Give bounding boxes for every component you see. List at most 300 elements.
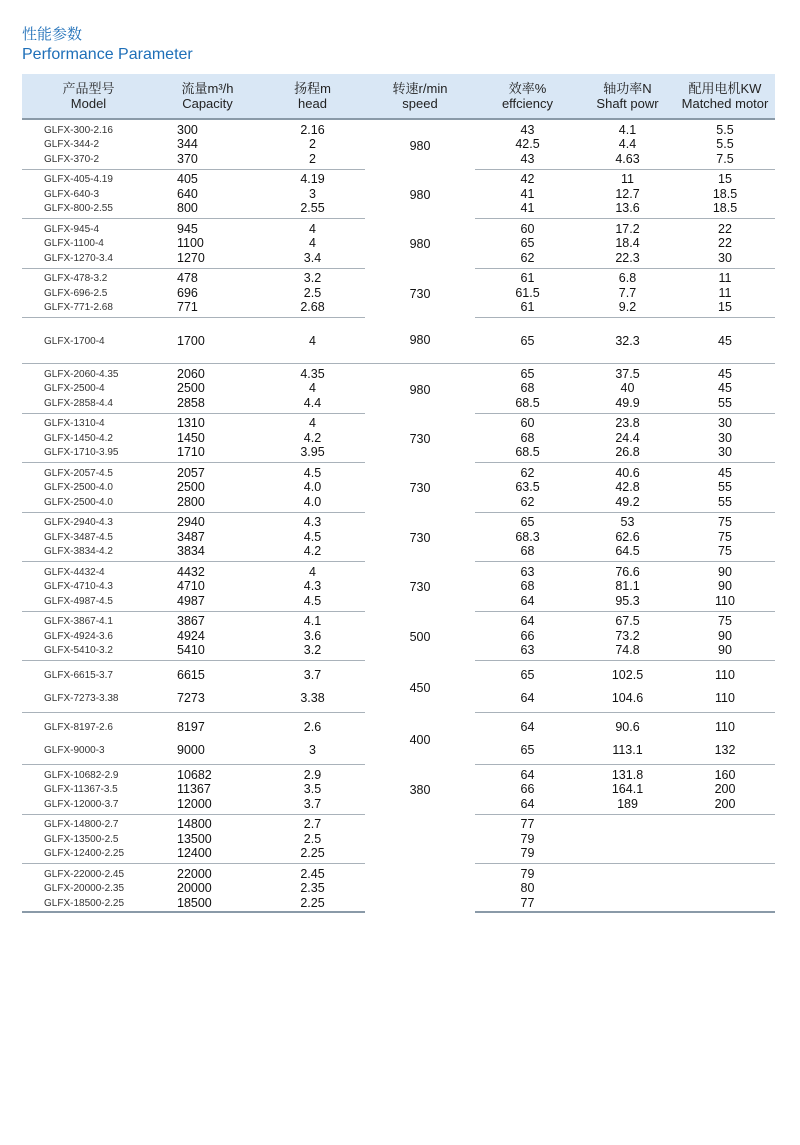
matched-motor-cell: 110: [715, 720, 735, 734]
header-cn: 扬程m: [294, 81, 331, 96]
head-cell: 2.68: [260, 301, 365, 318]
shaft-power-cell: 24.4: [615, 430, 640, 445]
header-cn: 流量m³/h: [181, 81, 234, 96]
model-cell: GLFX-12400-2.25: [22, 847, 155, 864]
header-en: Model: [70, 96, 107, 111]
shaft-power-cell: 62.6: [615, 529, 640, 544]
capacity-cell: 4432: [177, 564, 205, 579]
efficiency-cell: 68.3: [515, 529, 540, 544]
model-cell: GLFX-2500-4.0: [44, 482, 113, 494]
head-cell: 4: [309, 564, 316, 579]
speed-cell: 730: [409, 580, 431, 595]
efficiency-cell: 65: [475, 739, 580, 765]
title-english: Performance Parameter: [22, 46, 193, 63]
efficiency-cell: 79: [520, 866, 535, 881]
shaft-power-cell: 32.3: [580, 318, 675, 364]
header-cn: 转速r/min: [392, 81, 448, 96]
capacity-cell: 13500: [177, 831, 212, 846]
model-cell: GLFX-1450-4.2: [44, 432, 113, 444]
capacity-cell: 300: [177, 122, 198, 137]
head-cell: 2: [260, 152, 365, 169]
efficiency-cell: 61: [520, 271, 535, 286]
matched-motor-cell: 132: [675, 739, 775, 765]
capacity-cell: 20000: [177, 881, 212, 896]
model-cell: GLFX-2057-4.5: [44, 467, 113, 479]
shaft-power-cell: 4.1: [618, 122, 637, 137]
model-cell: GLFX-1270-3.4: [22, 251, 155, 268]
capacity-cell: 8197: [177, 720, 205, 734]
speed-cell: 730: [409, 481, 431, 496]
model-cell: GLFX-2858-4.4: [22, 396, 155, 413]
capacity-cell: 3867: [177, 614, 205, 629]
header-head: [260, 74, 365, 119]
shaft-power-cell: 40.6: [615, 465, 640, 480]
table-row: [22, 864, 775, 882]
matched-motor-cell: 75: [675, 545, 775, 562]
capacity-cell: 1270: [155, 251, 260, 268]
header-matched-motor: [675, 74, 775, 119]
model-cell: GLFX-640-3: [44, 188, 100, 200]
table-row: [22, 611, 775, 629]
efficiency-cell: 65: [520, 366, 535, 381]
head-cell: 4: [309, 381, 316, 396]
efficiency-cell: 62: [475, 495, 580, 512]
efficiency-cell: 68: [520, 430, 535, 445]
matched-motor-cell: [675, 832, 775, 847]
efficiency-cell: 61.5: [515, 285, 540, 300]
shaft-power-cell: 40: [620, 381, 635, 396]
head-cell: 3.2: [260, 644, 365, 661]
model-cell: GLFX-5410-3.2: [22, 644, 155, 661]
matched-motor-cell: 90: [718, 564, 732, 579]
efficiency-cell: 60: [520, 416, 535, 431]
header-en: Capacity: [182, 96, 233, 111]
capacity-cell: 7273: [155, 687, 260, 713]
capacity-cell: 14800: [177, 817, 212, 832]
matched-motor-cell: 200: [675, 797, 775, 814]
header-speed: [365, 74, 475, 119]
efficiency-cell: 60: [520, 221, 535, 236]
head-cell: 2.7: [303, 817, 322, 832]
shaft-power-cell: [580, 896, 675, 912]
table-row: [22, 512, 775, 530]
head-cell: 2.5: [303, 285, 322, 300]
matched-motor-cell: 75: [718, 529, 732, 544]
efficiency-cell: 68: [520, 579, 535, 594]
header-efficiency: [475, 74, 580, 119]
head-cell: 3.5: [303, 782, 322, 797]
model-cell: GLFX-3867-4.1: [44, 616, 113, 628]
efficiency-cell: 63: [475, 644, 580, 661]
speed-cell: 450: [409, 680, 431, 695]
efficiency-cell: 66: [520, 628, 535, 643]
header-row: [22, 74, 775, 119]
efficiency-cell: 65: [520, 236, 535, 251]
model-cell: GLFX-300-2.16: [44, 124, 113, 136]
model-cell: GLFX-2940-4.3: [44, 517, 113, 529]
head-cell: 2.45: [300, 866, 325, 881]
table-row: [22, 364, 775, 382]
shaft-power-cell: 13.6: [580, 202, 675, 219]
matched-motor-cell: 30: [718, 416, 732, 431]
matched-motor-cell: 75: [718, 614, 732, 629]
model-cell: GLFX-18500-2.25: [22, 896, 155, 912]
efficiency-cell: 43: [520, 122, 535, 137]
matched-motor-cell: 45: [718, 366, 732, 381]
capacity-cell: 344: [177, 137, 198, 152]
table-row: [22, 562, 775, 580]
head-cell: 3.2: [303, 271, 322, 286]
table-row: [22, 268, 775, 286]
model-cell: GLFX-344-2: [44, 139, 100, 151]
efficiency-cell: 64: [520, 614, 535, 629]
matched-motor-cell: 90: [718, 579, 732, 594]
table-row: [22, 713, 775, 740]
capacity-cell: 2500: [177, 480, 205, 495]
head-cell: 4.35: [300, 366, 325, 381]
table-body: [22, 119, 775, 912]
capacity-cell: 2057: [177, 465, 205, 480]
matched-motor-cell: 160: [714, 767, 736, 782]
head-cell: 4.19: [300, 172, 325, 187]
efficiency-cell: 62: [475, 251, 580, 268]
head-cell: 4.2: [303, 430, 322, 445]
speed-cell: 400: [409, 732, 431, 747]
model-cell: GLFX-1710-3.95: [22, 446, 155, 463]
efficiency-cell: 63: [520, 564, 535, 579]
efficiency-cell: 42: [520, 172, 535, 187]
efficiency-cell: 62: [520, 465, 535, 480]
shaft-power-cell: 102.5: [611, 668, 644, 682]
speed-cell: 730: [409, 530, 431, 545]
model-cell: GLFX-1700-4: [22, 318, 155, 364]
head-cell: 4.5: [303, 529, 322, 544]
model-cell: GLFX-4924-3.6: [44, 630, 113, 642]
head-cell: 4.5: [260, 594, 365, 611]
capacity-cell: 4987: [155, 594, 260, 611]
table-header: [22, 74, 775, 119]
model-cell: GLFX-11367-3.5: [44, 784, 118, 796]
model-cell: GLFX-13500-2.5: [44, 833, 119, 845]
matched-motor-cell: 55: [718, 480, 732, 495]
shaft-power-cell: 113.1: [580, 739, 675, 765]
capacity-cell: 4710: [177, 579, 205, 594]
table-row: [22, 119, 775, 138]
head-cell: 4: [309, 236, 316, 251]
capacity-cell: 1700: [155, 318, 260, 364]
matched-motor-cell: 110: [675, 687, 775, 713]
capacity-cell: 18500: [155, 896, 260, 912]
efficiency-cell: 42.5: [515, 137, 540, 152]
matched-motor-cell: 110: [675, 594, 775, 611]
matched-motor-cell: [675, 864, 775, 882]
head-cell: 2.25: [260, 847, 365, 864]
model-cell: GLFX-2500-4: [44, 383, 105, 395]
capacity-cell: 9000: [155, 739, 260, 765]
model-cell: GLFX-478-3.2: [44, 273, 108, 285]
head-cell: 4.3: [303, 579, 322, 594]
shaft-power-cell: 49.2: [580, 495, 675, 512]
model-cell: GLFX-405-4.19: [44, 174, 113, 186]
shaft-power-cell: 12.7: [615, 186, 640, 201]
table-row: [22, 413, 775, 431]
capacity-cell: 405: [177, 172, 198, 187]
head-cell: 4: [309, 221, 316, 236]
capacity-cell: 12000: [155, 797, 260, 814]
shaft-power-cell: 76.6: [615, 564, 640, 579]
speed-cell: 500: [409, 629, 431, 644]
head-cell: 4.5: [303, 465, 322, 480]
head-cell: 3: [260, 739, 365, 765]
shaft-power-cell: 95.3: [580, 594, 675, 611]
shaft-power-cell: 131.8: [611, 767, 644, 782]
capacity-cell: 4924: [177, 628, 205, 643]
matched-motor-cell: 5.5: [716, 122, 734, 137]
capacity-cell: 10682: [177, 767, 212, 782]
shaft-power-cell: [580, 832, 675, 847]
page-heading: [22, 26, 193, 64]
matched-motor-cell: 90: [675, 644, 775, 661]
head-cell: 3.95: [260, 446, 365, 463]
model-cell: GLFX-370-2: [22, 152, 155, 169]
efficiency-cell: 64: [520, 720, 535, 734]
speed-cell: 980: [365, 318, 475, 364]
matched-motor-cell: 15: [675, 301, 775, 318]
table-row: [22, 219, 775, 237]
capacity-cell: 11367: [177, 782, 211, 797]
efficiency-cell: 80: [520, 881, 535, 896]
capacity-cell: 2060: [177, 366, 205, 381]
model-cell: GLFX-2500-4.0: [22, 495, 155, 512]
model-cell: GLFX-696-2.5: [44, 287, 108, 299]
head-cell: 2.5: [303, 831, 322, 846]
head-cell: 3.6: [303, 628, 322, 643]
matched-motor-cell: 22: [718, 221, 732, 236]
shaft-power-cell: 81.1: [615, 579, 640, 594]
matched-motor-cell: 30: [675, 446, 775, 463]
shaft-power-cell: [580, 847, 675, 864]
head-cell: 2.9: [303, 767, 322, 782]
model-cell: GLFX-2060-4.35: [44, 368, 119, 380]
head-cell: 4.4: [260, 396, 365, 413]
shaft-power-cell: 74.8: [580, 644, 675, 661]
model-cell: GLFX-10682-2.9: [44, 769, 119, 781]
shaft-power-cell: [580, 864, 675, 882]
capacity-cell: 696: [177, 285, 198, 300]
table-row: [22, 814, 775, 832]
capacity-cell: 945: [177, 221, 198, 236]
speed-cell: 980: [409, 187, 431, 202]
matched-motor-cell: 55: [675, 495, 775, 512]
matched-motor-cell: 75: [718, 515, 732, 530]
capacity-cell: 478: [177, 271, 198, 286]
capacity-cell: 22000: [177, 866, 212, 881]
efficiency-cell: 68.5: [475, 396, 580, 413]
shaft-power-cell: 22.3: [580, 251, 675, 268]
shaft-power-cell: 26.8: [580, 446, 675, 463]
capacity-cell: 1310: [177, 416, 205, 431]
model-cell: GLFX-6615-3.7: [44, 670, 113, 681]
shaft-power-cell: 17.2: [615, 221, 640, 236]
speed-cell: [365, 864, 475, 912]
speed-cell: 730: [409, 286, 431, 301]
model-cell: GLFX-4432-4: [44, 566, 105, 578]
matched-motor-cell: 5.5: [716, 137, 734, 152]
efficiency-cell: 43: [475, 152, 580, 169]
head-cell: 3.7: [260, 797, 365, 814]
capacity-cell: 1710: [155, 446, 260, 463]
capacity-cell: 2940: [177, 515, 205, 530]
efficiency-cell: 64: [520, 767, 535, 782]
speed-cell: [365, 814, 475, 864]
table-row: [22, 661, 775, 688]
matched-motor-cell: 11: [718, 285, 732, 300]
model-cell: GLFX-3487-4.5: [44, 531, 113, 543]
model-cell: GLFX-4987-4.5: [22, 594, 155, 611]
efficiency-cell: 63.5: [515, 480, 540, 495]
matched-motor-cell: 45: [718, 381, 732, 396]
head-cell: 3.7: [303, 668, 322, 682]
head-cell: 2.35: [300, 881, 325, 896]
efficiency-cell: 68: [520, 381, 535, 396]
capacity-cell: 3487: [177, 529, 205, 544]
efficiency-cell: 64: [475, 797, 580, 814]
matched-motor-cell: 11: [718, 271, 732, 286]
shaft-power-cell: 104.6: [580, 687, 675, 713]
speed-cell: 730: [409, 431, 431, 446]
model-cell: GLFX-800-2.55: [22, 202, 155, 219]
shaft-power-cell: 90.6: [615, 720, 640, 734]
capacity-cell: 2858: [155, 396, 260, 413]
shaft-power-cell: 49.9: [580, 396, 675, 413]
header-cn: 配用电机KW: [688, 81, 762, 96]
model-cell: GLFX-7273-3.38: [22, 687, 155, 713]
efficiency-cell: 66: [520, 782, 535, 797]
efficiency-cell: 68.5: [475, 446, 580, 463]
table-row: [22, 765, 775, 783]
shaft-power-cell: 164.1: [611, 782, 644, 797]
title-chinese: 性能参数: [22, 26, 83, 43]
matched-motor-cell: 30: [718, 430, 732, 445]
model-cell: GLFX-771-2.68: [22, 301, 155, 318]
model-cell: GLFX-8197-2.6: [44, 722, 113, 733]
efficiency-cell: 77: [475, 896, 580, 912]
capacity-cell: 640: [177, 186, 198, 201]
efficiency-cell: 79: [520, 831, 535, 846]
performance-table: [22, 74, 775, 913]
efficiency-cell: 77: [520, 817, 535, 832]
head-cell: 4: [260, 318, 365, 364]
shaft-power-cell: 67.5: [615, 614, 640, 629]
efficiency-cell: 68: [475, 545, 580, 562]
efficiency-cell: 65: [475, 318, 580, 364]
header-capacity: [155, 74, 260, 119]
matched-motor-cell: 30: [675, 251, 775, 268]
shaft-power-cell: 7.7: [618, 285, 637, 300]
capacity-cell: 3834: [155, 545, 260, 562]
head-cell: 4: [309, 416, 316, 431]
head-cell: 4.3: [303, 515, 322, 530]
model-cell: GLFX-1310-4: [44, 418, 105, 430]
head-cell: 3: [309, 186, 316, 201]
capacity-cell: 5410: [155, 644, 260, 661]
matched-motor-cell: [675, 896, 775, 912]
header-cn: 效率%: [508, 81, 547, 96]
head-cell: 3.4: [260, 251, 365, 268]
capacity-cell: 12400: [155, 847, 260, 864]
header-cn: 轴功率N: [603, 81, 652, 96]
capacity-cell: 771: [155, 301, 260, 318]
shaft-power-cell: 53: [620, 515, 635, 530]
speed-cell: 980: [409, 382, 431, 397]
matched-motor-cell: [675, 847, 775, 864]
shaft-power-cell: 189: [580, 797, 675, 814]
efficiency-cell: 65: [520, 515, 535, 530]
head-cell: 4.0: [303, 480, 322, 495]
head-cell: 4.1: [303, 614, 322, 629]
matched-motor-cell: 15: [718, 172, 732, 187]
matched-motor-cell: 90: [718, 628, 732, 643]
matched-motor-cell: 45: [675, 318, 775, 364]
table-row: [22, 318, 775, 364]
shaft-power-cell: 4.4: [618, 137, 637, 152]
model-cell: GLFX-1100-4: [44, 238, 104, 250]
model-cell: GLFX-14800-2.7: [44, 819, 119, 831]
header-en: effciency: [501, 96, 554, 111]
header-en: Shaft powr: [596, 96, 659, 111]
efficiency-cell: 64: [475, 687, 580, 713]
efficiency-cell: 64: [475, 594, 580, 611]
head-cell: 2.25: [260, 896, 365, 912]
header-cn: 产品型号: [62, 81, 115, 96]
speed-cell: 380: [409, 783, 431, 798]
capacity-cell: 1100: [177, 236, 204, 251]
shaft-power-cell: [580, 882, 675, 897]
model-cell: GLFX-3834-4.2: [22, 545, 155, 562]
model-cell: GLFX-4710-4.3: [44, 581, 113, 593]
matched-motor-cell: [675, 882, 775, 897]
shaft-power-cell: 73.2: [615, 628, 640, 643]
model-cell: GLFX-945-4: [44, 223, 100, 235]
shaft-power-cell: 11: [621, 172, 634, 187]
efficiency-cell: 41: [520, 186, 535, 201]
capacity-cell: 1450: [177, 430, 205, 445]
head-cell: 2.16: [300, 122, 325, 137]
head-cell: 4.0: [260, 495, 365, 512]
shaft-power-cell: 37.5: [615, 366, 640, 381]
header-en: speed: [402, 96, 438, 111]
capacity-cell: 2800: [155, 495, 260, 512]
matched-motor-cell: 18.5: [712, 186, 738, 201]
shaft-power-cell: [580, 814, 675, 832]
header-en: Matched motor: [681, 96, 769, 111]
matched-motor-cell: 22: [718, 236, 732, 251]
model-cell: GLFX-22000-2.45: [44, 868, 125, 880]
matched-motor-cell: 18.5: [675, 202, 775, 219]
capacity-cell: 6615: [177, 668, 205, 682]
matched-motor-cell: 200: [714, 782, 736, 797]
shaft-power-cell: 6.8: [618, 271, 637, 286]
header-model: [22, 74, 155, 119]
head-cell: 4.2: [260, 545, 365, 562]
matched-motor-cell: 55: [675, 396, 775, 413]
model-cell: GLFX-9000-3: [22, 739, 155, 765]
matched-motor-cell: 45: [718, 465, 732, 480]
shaft-power-cell: 64.5: [580, 545, 675, 562]
head-cell: 2.6: [303, 720, 322, 734]
efficiency-cell: 65: [520, 668, 535, 682]
shaft-power-cell: 18.4: [615, 236, 640, 251]
